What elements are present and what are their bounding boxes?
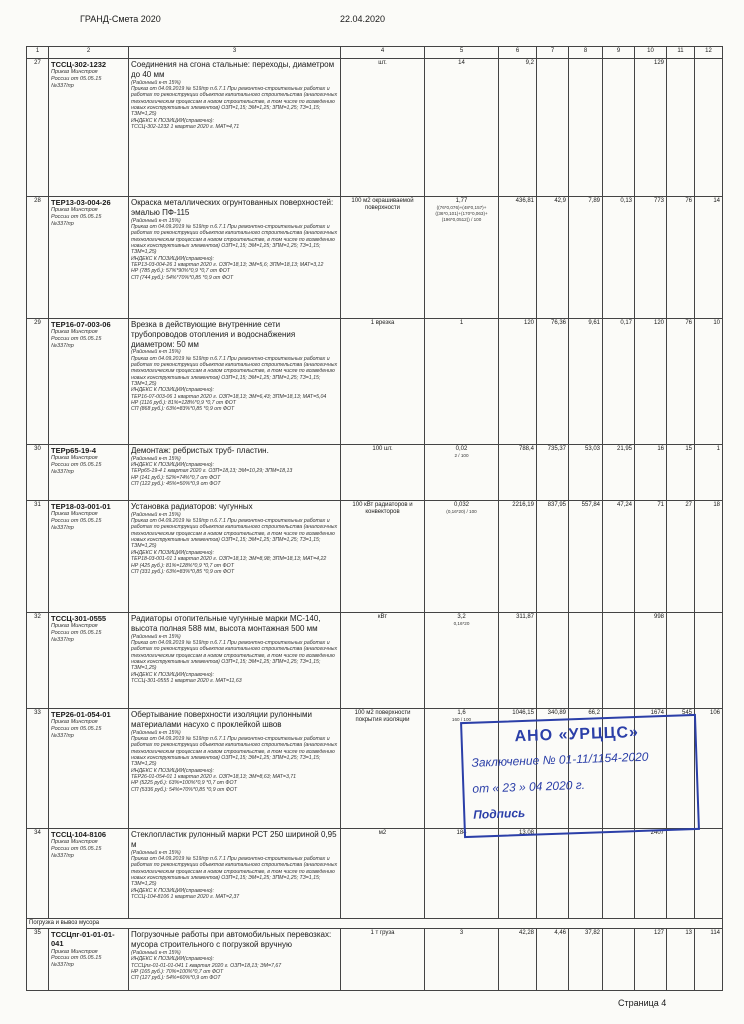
column-header-1: 1 (27, 47, 49, 59)
work-note: ИНДЕКС К ПОЗИЦИИ(справочно): (131, 255, 214, 262)
column-header-6: 6 (499, 47, 537, 59)
rate-source: Приказ Минстроя (51, 511, 98, 518)
rate-source: №337/пр (51, 524, 74, 531)
value-c10: 1674 (635, 709, 667, 829)
value-c6: 9,2 (499, 59, 537, 197)
value-c11: 27 (667, 501, 695, 613)
rate-source: Приказ Минстроя (51, 455, 98, 462)
table-row (27, 319, 723, 445)
rate-source: №337/пр (51, 636, 74, 643)
quantity-value: 1,77 (455, 198, 468, 204)
value-c6: 311,87 (499, 613, 537, 709)
value-c9 (603, 59, 635, 197)
value-c6: 13,08 (499, 829, 537, 919)
quantity-value: 1,6 (457, 710, 466, 716)
rate-source: №337/пр (51, 732, 74, 739)
value-c6: 42,28 (499, 929, 537, 991)
app-name: ГРАНД-Смета 2020 (80, 14, 161, 24)
row-code-cell (49, 445, 129, 501)
value-c6: 788,4 (499, 445, 537, 501)
value-c12: 18 (695, 501, 723, 613)
work-note: ТЕР16-07-003-06 1 квартал 2020 г. ОЗП=18,13; ЭМ=6,43; ЗПМ=18,13; МАТ=5,04 (131, 393, 327, 400)
value-c11: 76 (667, 197, 695, 319)
work-note: ИНДЕКС К ПОЗИЦИИ(справочно): (131, 671, 214, 678)
work-note: Приказ от 04.09.2019 № 519/пр п.6.7.1 При ремонтно-строительных работах и работах по реконструкции объектов капитального строительства (аналогичных технологическим процессам в новом строительстве, в том числе по возведению новых конструктивных элементов) ОЗП=1,15; ЭМ=1,25; ЗПМ=1,25; ТЗ=1,15; ТЗМ=1,25) (131, 639, 338, 672)
value-c10: 998 (635, 613, 667, 709)
value-c11 (667, 59, 695, 197)
work-note: Приказ от 04.09.2019 № 519/пр п.6.7.1 При ремонтно-строительных работах и работах по реконструкции объектов капитального строительства (аналогичных технологическим процессам в новом строительстве, в том числе по возведению новых конструктивных элементов) ОЗП=1,15; ЭМ=1,25; ЗПМ=1,25; ТЗ=1,15; ТЗМ=1,25) (131, 85, 338, 118)
value-c12: 106 (695, 709, 723, 829)
value-c10: 773 (635, 197, 667, 319)
work-note: Приказ от 04.09.2019 № 519/пр п.6.7.1 При ремонтно-строительных работах и работах по реконструкции объектов капитального строительства (аналогичных технологическим процессам в новом строительстве, в том числе по возведению новых конструктивных элементов) ОЗП=1,15; ЭМ=1,25; ЗПМ=1,25; ТЗ=1,15; ТЗМ=1,25) (131, 223, 338, 256)
work-note: (Районный к-т 15%) (131, 511, 181, 518)
work-note: СП (331 руб.): 63%=83%*0,85 *0,9 от ФОТ (131, 568, 235, 575)
row-code-cell (49, 59, 129, 197)
quantity-formula: ((76*0,076)+(48*0,157)+((36*0,101)+(170*0,063)+(196*0,0512)) / 100 (435, 205, 488, 222)
stamp-line2: от « 23 » 04 2020 г. (472, 777, 586, 796)
value-c7: 76,36 (537, 319, 569, 445)
work-note: НР (165 руб.): 70%=100%*0,7 от ФОТ (131, 968, 224, 975)
rate-source: России от 05.05.15 (51, 725, 102, 732)
work-title: Соединения на сгона стальные: переходы, диаметром до 40 мм (131, 60, 335, 79)
row-number: 28 (27, 197, 49, 319)
work-note: ТССЦ-104-8106 1 квартал 2020 г. МАТ=2,37 (131, 893, 240, 900)
value-c9 (603, 929, 635, 991)
work-note: ТССЦ-302-1232 1 квартал 2020 г. МАТ=4,71 (131, 123, 240, 130)
value-c11 (667, 613, 695, 709)
quantity-value: 14 (458, 60, 465, 66)
work-note: ТЕР13-03-004-26 1 квартал 2020 г. ОЗП=18,13; ЭМ=5,6; ЗПМ=18,13; МАТ=3,12 (131, 261, 324, 268)
quantity-formula: (0,16*20) / 100 (446, 509, 477, 515)
rate-source: Приказ Минстроя (51, 948, 98, 955)
section-title: Погрузка и вывоз мусора (27, 919, 723, 929)
value-c12 (695, 59, 723, 197)
work-note: НР (141 руб.): 52%=74%*0,7 от ФОТ (131, 474, 221, 481)
work-note: СП (127 руб.): 54%=60%*0,9 от ФОТ (131, 975, 221, 982)
quantity-value: 3,2 (457, 614, 466, 620)
rate-code: ТЕР26-01-054-01 (51, 710, 111, 719)
work-note: ИНДЕКС К ПОЗИЦИИ(справочно): (131, 887, 214, 894)
work-title: Установка радиаторов: чугунных (131, 502, 253, 511)
rate-code: ТССЦ-104-8106 (51, 830, 107, 839)
work-note: (Районный к-т 15%) (131, 729, 181, 736)
stamp-line3: Подпись (473, 805, 526, 822)
work-title: Демонтаж: ребристых труб- пластин. (131, 446, 269, 455)
work-note: (Районный к-т 15%) (131, 349, 181, 356)
work-note: ИНДЕКС К ПОЗИЦИИ(справочно): (131, 767, 214, 774)
value-c9: 0,17 (603, 319, 635, 445)
quantity-formula: 160 / 100 (451, 717, 472, 723)
value-c8: 9,61 (569, 319, 603, 445)
column-header-2: 2 (49, 47, 129, 59)
row-description-cell (129, 501, 341, 613)
work-note: НР (785 руб.): 57%*90%*0,9 *0,7 от ФОТ (131, 268, 230, 275)
column-header-9: 9 (603, 47, 635, 59)
value-c11: 15 (667, 445, 695, 501)
value-c9 (603, 829, 635, 919)
rate-code: ТССЦ-302-1232 (51, 60, 107, 69)
rate-source: Приказ Минстроя (51, 329, 98, 336)
work-title: Окраска металлических огрунтованных поверхностей: эмалью ПФ-115 (131, 198, 334, 217)
rate-code: ТЕРр65-19-4 (51, 446, 97, 455)
unit-cell: кВт (341, 613, 425, 709)
rate-code: ТССЦпг-01-01-01-041 (51, 930, 115, 949)
row-code-cell (49, 709, 129, 829)
value-c10: 127 (635, 929, 667, 991)
table-row (27, 59, 723, 197)
work-note: (Районный к-т 15%) (131, 455, 181, 462)
value-c11 (667, 829, 695, 919)
row-description-cell (129, 929, 341, 991)
row-description-cell (129, 445, 341, 501)
value-c12: 114 (695, 929, 723, 991)
rate-code: ТССЦ-301-0555 (51, 614, 107, 623)
rate-code: ТЕР13-03-004-26 (51, 198, 111, 207)
rate-source: Приказ Минстроя (51, 719, 98, 726)
quantity-cell (425, 613, 499, 709)
work-note: (Районный к-т 15%) (131, 217, 181, 224)
estimate-table (26, 46, 723, 991)
work-note: Приказ от 04.09.2019 № 519/пр п.6.7.1 При ремонтно-строительных работах и работах по реконструкции объектов капитального строительства (аналогичных технологическим процессам в новом строительстве, в том числе по возведению новых конструктивных элементов) ОЗП=1,15; ЭМ=1,25; ЗПМ=1,25; ТЗ=1,15; ТЗМ=1,25) (131, 355, 338, 387)
rate-source: №337/пр (51, 962, 74, 968)
value-c9: 47,24 (603, 501, 635, 613)
column-header-3: 3 (129, 47, 341, 59)
row-code-cell (49, 197, 129, 319)
rate-source: Приказ Минстроя (51, 839, 98, 846)
row-description-cell (129, 319, 341, 445)
value-c7 (537, 59, 569, 197)
page-number: Страница 4 (618, 998, 667, 1008)
value-c6: 120 (499, 319, 537, 445)
row-number: 34 (27, 829, 49, 919)
table-row (27, 829, 723, 919)
quantity-cell (425, 829, 499, 919)
value-c7: 340,89 (537, 709, 569, 829)
work-note: ИНДЕКС К ПОЗИЦИИ(справочно): (131, 956, 214, 963)
work-note: (Районный к-т 15%) (131, 849, 181, 856)
work-note: ИНДЕКС К ПОЗИЦИИ(справочно): (131, 462, 214, 469)
value-c10: 71 (635, 501, 667, 613)
unit-cell: 100 кВт радиаторов и конвекторов (341, 501, 425, 613)
work-title: Погрузочные работы при автомобильных перевозках: мусора строительного с погрузкой вручную (131, 930, 332, 950)
value-c7: 4,46 (537, 929, 569, 991)
column-header-7: 7 (537, 47, 569, 59)
quantity-cell (425, 59, 499, 197)
unit-cell: 100 шт. (341, 445, 425, 501)
value-c12: 14 (695, 197, 723, 319)
work-note: СП (122 руб.): 45%=50%*0,9 от ФОТ (131, 481, 221, 488)
rate-source: Приказ Минстроя (51, 623, 98, 630)
work-note: СП (868 руб.): 63%=83%*0,85 *0,9 от ФОТ (131, 406, 235, 413)
value-c7: 837,95 (537, 501, 569, 613)
row-code-cell (49, 613, 129, 709)
quantity-value: 0,02 (455, 446, 468, 452)
quantity-value: 184 (456, 830, 467, 836)
work-title: Стеклопластик рулонный марки РСТ 250 шириной 0,95 м (131, 830, 337, 849)
unit-cell: 100 м2 окрашиваемой поверхности (341, 197, 425, 319)
value-c6: 1046,15 (499, 709, 537, 829)
quantity-cell (425, 445, 499, 501)
quantity-formula: 0,16*20 (453, 621, 470, 627)
rate-code: ТЕР16-07-003-06 (51, 320, 111, 329)
column-header-11: 11 (667, 47, 695, 59)
value-c7 (537, 829, 569, 919)
work-note: СП (5336 руб.): 54%=70%*0,85 *0,9 от ФОТ (131, 786, 238, 793)
unit-cell: шт. (341, 59, 425, 197)
value-c8: 7,89 (569, 197, 603, 319)
work-note: ИНДЕКС К ПОЗИЦИИ(справочно): (131, 117, 214, 124)
rate-source: России от 05.05.15 (51, 955, 102, 962)
rate-source: России от 05.05.15 (51, 75, 102, 82)
value-c10: 16 (635, 445, 667, 501)
row-number: 32 (27, 613, 49, 709)
quantity-value: 1 (459, 320, 464, 326)
unit-cell: 100 м2 поверхности покрытия изоляции (341, 709, 425, 829)
work-note: НР (425 руб.): 81%=128%*0,9 *0,7 от ФОТ (131, 562, 234, 569)
work-title: Радиаторы отопительные чугунные марки МС-140, высота полная 588 мм, высота монтажная 500 мм (131, 614, 321, 633)
work-note: (Районный к-т 15%) (131, 633, 181, 640)
table-row (27, 197, 723, 319)
value-c6: 2216,19 (499, 501, 537, 613)
quantity-value: 3 (459, 930, 464, 937)
table-row (27, 445, 723, 501)
work-note: СП (744 руб.): 54%*70%*0,85 *0,9 от ФОТ (131, 274, 234, 281)
rate-source: России от 05.05.15 (51, 461, 102, 468)
quantity-value: 0,032 (453, 502, 469, 508)
row-number: 33 (27, 709, 49, 829)
stamp-line1: Заключение № 01-11/1154-2020 (471, 749, 649, 770)
quantity-cell (425, 929, 499, 991)
rate-source: России от 05.05.15 (51, 845, 102, 852)
work-note: ТЕР18-03-001-01 1 квартал 2020 г. ОЗП=18,13; ЭМ=8,98; ЗПМ=18,13; МАТ=4,22 (131, 556, 327, 563)
work-note: ТЕРр65-19-4 1 квартал 2020 г. ОЗП=18,13; ЭМ=10,29; ЗПМ=18,13 (131, 468, 293, 475)
value-c10: 2407 (635, 829, 667, 919)
quantity-formula: 2 / 100 (454, 453, 469, 459)
value-c8 (569, 613, 603, 709)
value-c9: 21,95 (603, 445, 635, 501)
value-c8 (569, 829, 603, 919)
rate-source: №337/пр (51, 220, 74, 227)
value-c7: 42,9 (537, 197, 569, 319)
value-c9 (603, 613, 635, 709)
value-c8: 557,84 (569, 501, 603, 613)
value-c11: 76 (667, 319, 695, 445)
value-c12 (695, 829, 723, 919)
work-note: Приказ от 04.09.2019 № 519/пр п.6.7.1 При ремонтно-строительных работах и работах по реконструкции объектов капитального строительства (аналогичных технологическим процессам в новом строительстве, в том числе по возведению новых конструктивных элементов) ОЗП=1,15; ЭМ=1,25; ЗПМ=1,25; ТЗ=1,15; ТЗМ=1,25) (131, 735, 338, 768)
value-c6: 436,81 (499, 197, 537, 319)
print-date: 22.04.2020 (340, 14, 386, 24)
rate-source: №337/пр (51, 468, 74, 475)
value-c10: 129 (635, 59, 667, 197)
row-number: 31 (27, 501, 49, 613)
row-number: 27 (27, 59, 49, 197)
row-description-cell (129, 197, 341, 319)
work-note: (Районный к-т 15%) (131, 949, 181, 956)
work-note: Приказ от 04.09.2019 № 519/пр п.6.7.1 При ремонтно-строительных работах и работах по реконструкции объектов капитального строительства (аналогичных технологическим процессам в новом строительстве, в том числе по возведению новых конструктивных элементов) ОЗП=1,15; ЭМ=1,25; ЗПМ=1,25; ТЗ=1,15; ТЗМ=1,25) (131, 518, 338, 550)
approval-stamp (460, 714, 700, 838)
rate-source: России от 05.05.15 (51, 629, 102, 636)
table-row (27, 501, 723, 613)
value-c8: 66,2 (569, 709, 603, 829)
row-number: 30 (27, 445, 49, 501)
work-note: (Районный к-т 15%) (131, 79, 181, 86)
value-c8 (569, 59, 603, 197)
work-note: Приказ от 04.09.2019 № 519/пр п.6.7.1 При ремонтно-строительных работах и работах по реконструкции объектов капитального строительства (аналогичных технологическим процессам в новом строительстве, в том числе по возведению новых конструктивных элементов) ОЗП=1,15; ЭМ=1,25; ЗПМ=1,25; ТЗ=1,15; ТЗМ=1,25) (131, 855, 338, 888)
column-header-8: 8 (569, 47, 603, 59)
column-header-5: 5 (425, 47, 499, 59)
work-note: ИНДЕКС К ПОЗИЦИИ(справочно): (131, 549, 214, 556)
rate-code: ТЕР18-03-001-01 (51, 502, 111, 511)
column-header-12: 12 (695, 47, 723, 59)
rate-source: №337/пр (51, 82, 74, 89)
row-description-cell (129, 613, 341, 709)
column-header-10: 10 (635, 47, 667, 59)
rate-source: Приказ Минстроя (51, 207, 98, 214)
unit-cell: 1 врезка (341, 319, 425, 445)
quantity-cell (425, 501, 499, 613)
rate-source: №337/пр (51, 342, 74, 349)
work-note: ТССЦпг-01-01-01-041 1 квартал 2020 г. ОЗП=18,13; ЭМ=7,67 (131, 962, 282, 969)
row-description-cell (129, 709, 341, 829)
work-note: ТССЦ-301-0555 1 квартал 2020 г. МАТ=11,63 (131, 677, 242, 684)
value-c12: 1 (695, 445, 723, 501)
column-header-row (27, 47, 723, 59)
value-c11: 13 (667, 929, 695, 991)
work-note: НР (5225 руб.): 63%=100%*0,9 *0,7 от ФОТ (131, 780, 237, 787)
rate-source: России от 05.05.15 (51, 213, 102, 220)
table-row (27, 929, 723, 991)
row-number: 29 (27, 319, 49, 445)
row-description-cell (129, 829, 341, 919)
work-note: ИНДЕКС К ПОЗИЦИИ(справочно): (131, 387, 214, 394)
unit-cell: 1 т груза (341, 929, 425, 991)
row-description-cell (129, 59, 341, 197)
work-note: НР (1116 руб.): 81%=128%*0,9 *0,7 от ФОТ (131, 400, 236, 406)
unit-cell: м2 (341, 829, 425, 919)
table-row (27, 613, 723, 709)
row-code-cell (49, 929, 129, 991)
work-title: Обертывание поверхности изоляции рулонными материалами насухо с проклейкой швов (131, 710, 312, 729)
row-code-cell (49, 829, 129, 919)
value-c9: 0,13 (603, 197, 635, 319)
row-number: 35 (27, 929, 49, 991)
rate-source: №337/пр (51, 852, 74, 859)
work-title: Врезка в действующие внутренние сети трубопроводов отопления и водоснабжения диаметром: 50 мм (131, 320, 296, 349)
rate-source: России от 05.05.15 (51, 335, 102, 342)
section-row (27, 919, 723, 929)
row-code-cell (49, 319, 129, 445)
column-header-4: 4 (341, 47, 425, 59)
row-code-cell (49, 501, 129, 613)
rate-source: Приказ Минстроя (51, 69, 98, 76)
value-c8: 53,03 (569, 445, 603, 501)
value-c12 (695, 613, 723, 709)
work-note: ТЕР26-01-054-01 1 квартал 2020 г. ОЗП=18,13; ЭМ=8,63; МАТ=3,71 (131, 773, 297, 780)
value-c10: 120 (635, 319, 667, 445)
value-c11: 545 (667, 709, 695, 829)
value-c7 (537, 613, 569, 709)
quantity-cell (425, 197, 499, 319)
value-c7: 735,37 (537, 445, 569, 501)
value-c12: 10 (695, 319, 723, 445)
value-c8: 37,82 (569, 929, 603, 991)
rate-source: России от 05.05.15 (51, 517, 102, 524)
quantity-cell (425, 319, 499, 445)
stamp-org: АНО «УРЦЦС» (514, 723, 640, 746)
